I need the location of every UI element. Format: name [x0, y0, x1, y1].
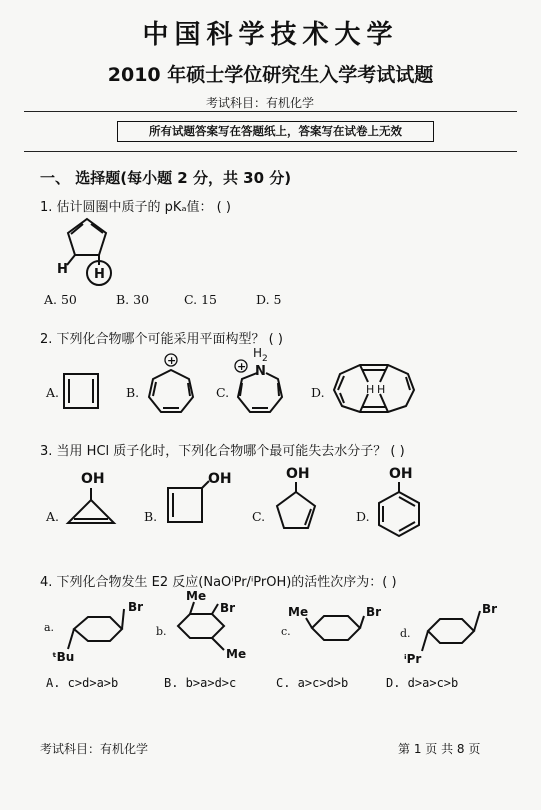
q2-h2-sub: 2 — [262, 354, 268, 364]
q4-structure-b — [168, 588, 258, 663]
section-title: 一、 选择题(每小题 2 分，共 30 分) — [40, 169, 292, 187]
q2-label-c: C. — [216, 385, 230, 400]
q2-n-atom: N — [255, 364, 266, 379]
q4-d-ipr: ⁱPr — [404, 652, 422, 666]
q2-label-a: A. — [46, 385, 60, 400]
q1-option-b: B. 30 — [116, 292, 150, 307]
q2-structure-cyclobutadiene — [62, 372, 102, 412]
q2-structure-bridged-annulene — [328, 360, 423, 415]
q4-label-d: d. — [400, 627, 411, 640]
q3-structure-cyclobutenol — [162, 468, 237, 530]
footer-subject: 考试科目：有机化学 — [40, 742, 149, 756]
university-name: 中国科学技术大学 — [142, 20, 399, 50]
q2-plus-c: + — [237, 360, 247, 373]
q4-b-br: Br — [220, 601, 236, 615]
q3-label-c: C. — [252, 509, 266, 524]
q1-option-a: A. 50 — [44, 292, 77, 307]
q2-structure-azepinium — [228, 346, 298, 418]
q2-h2-h: H — [253, 346, 263, 360]
q2-label-b: B. — [126, 385, 140, 400]
q4-option-d: D. d>a>c>b — [386, 676, 459, 690]
q4-option-a: A. c>d>a>b — [46, 676, 119, 690]
q2-h-right: H — [377, 383, 386, 396]
q1-structure-cyclopentadiene — [55, 215, 135, 290]
q4-option-b: B. b>a>d>c — [164, 676, 237, 690]
q4-label-b: b. — [156, 625, 167, 638]
header-divider — [24, 111, 517, 112]
answer-notice: 所有试题答案写在答题纸上，答案写在试卷上无效 — [117, 121, 434, 142]
q3-structure-cyclopropenol — [64, 468, 124, 530]
q2-label-d: D. — [311, 385, 325, 400]
q3-structure-phenol — [370, 462, 430, 537]
q2-structure-tropylium — [141, 352, 201, 417]
question-4-text: 4. 下列化合物发生 E2 反应(NaOⁱPr/ⁱPrOH)的活性次序为：( ) — [40, 575, 397, 590]
q1-h-circled: H — [94, 267, 105, 282]
q1-option-c: C. 15 — [184, 292, 217, 307]
q3-label-b: B. — [144, 509, 158, 524]
q3-label-a: A. — [46, 509, 60, 524]
notice-divider — [24, 151, 517, 152]
q4-structure-a — [44, 595, 149, 665]
q4-b-me-bottom: Me — [226, 647, 247, 661]
q3-oh-b: OH — [208, 471, 232, 487]
q4-c-me: Me — [288, 605, 309, 619]
q3-oh-c: OH — [286, 466, 310, 482]
q4-a-tbu: ᵗBu — [52, 650, 75, 664]
q1-h-left: H — [57, 262, 68, 277]
q4-a-br: Br — [128, 600, 144, 614]
q2-h-left: H — [366, 383, 375, 396]
exam-title: 2010 年硕士学位研究生入学考试试题 — [107, 64, 434, 86]
q4-structure-d — [398, 595, 508, 667]
question-1-text: 1. 估计圆圈中质子的 pKₐ值： ( ) — [40, 200, 231, 215]
q2-plus-b: + — [167, 354, 177, 367]
q4-c-br: Br — [366, 605, 382, 619]
q4-option-c: C. a>c>d>b — [276, 676, 349, 690]
question-2-text: 2. 下列化合物哪个可能采用平面构型？ ( ) — [40, 332, 283, 347]
q3-oh-d: OH — [389, 466, 413, 482]
footer-page-number: 第 1 页 共 8 页 — [398, 742, 481, 756]
q4-label-c: c. — [281, 625, 291, 638]
q4-b-me-top: Me — [186, 589, 207, 603]
q4-structure-c — [286, 596, 386, 656]
q4-d-br: Br — [482, 602, 498, 616]
q4-label-a: a. — [44, 621, 55, 634]
question-3-text: 3. 当用 HCl 质子化时，下列化合物哪个最可能失去水分子？ ( ) — [40, 444, 405, 459]
q3-structure-cyclopentenol — [268, 462, 328, 532]
q3-oh-a: OH — [81, 471, 105, 487]
q1-option-d: D. 5 — [256, 292, 282, 307]
q3-label-d: D. — [356, 509, 370, 524]
exam-subject: 考试科目：有机化学 — [206, 96, 315, 110]
